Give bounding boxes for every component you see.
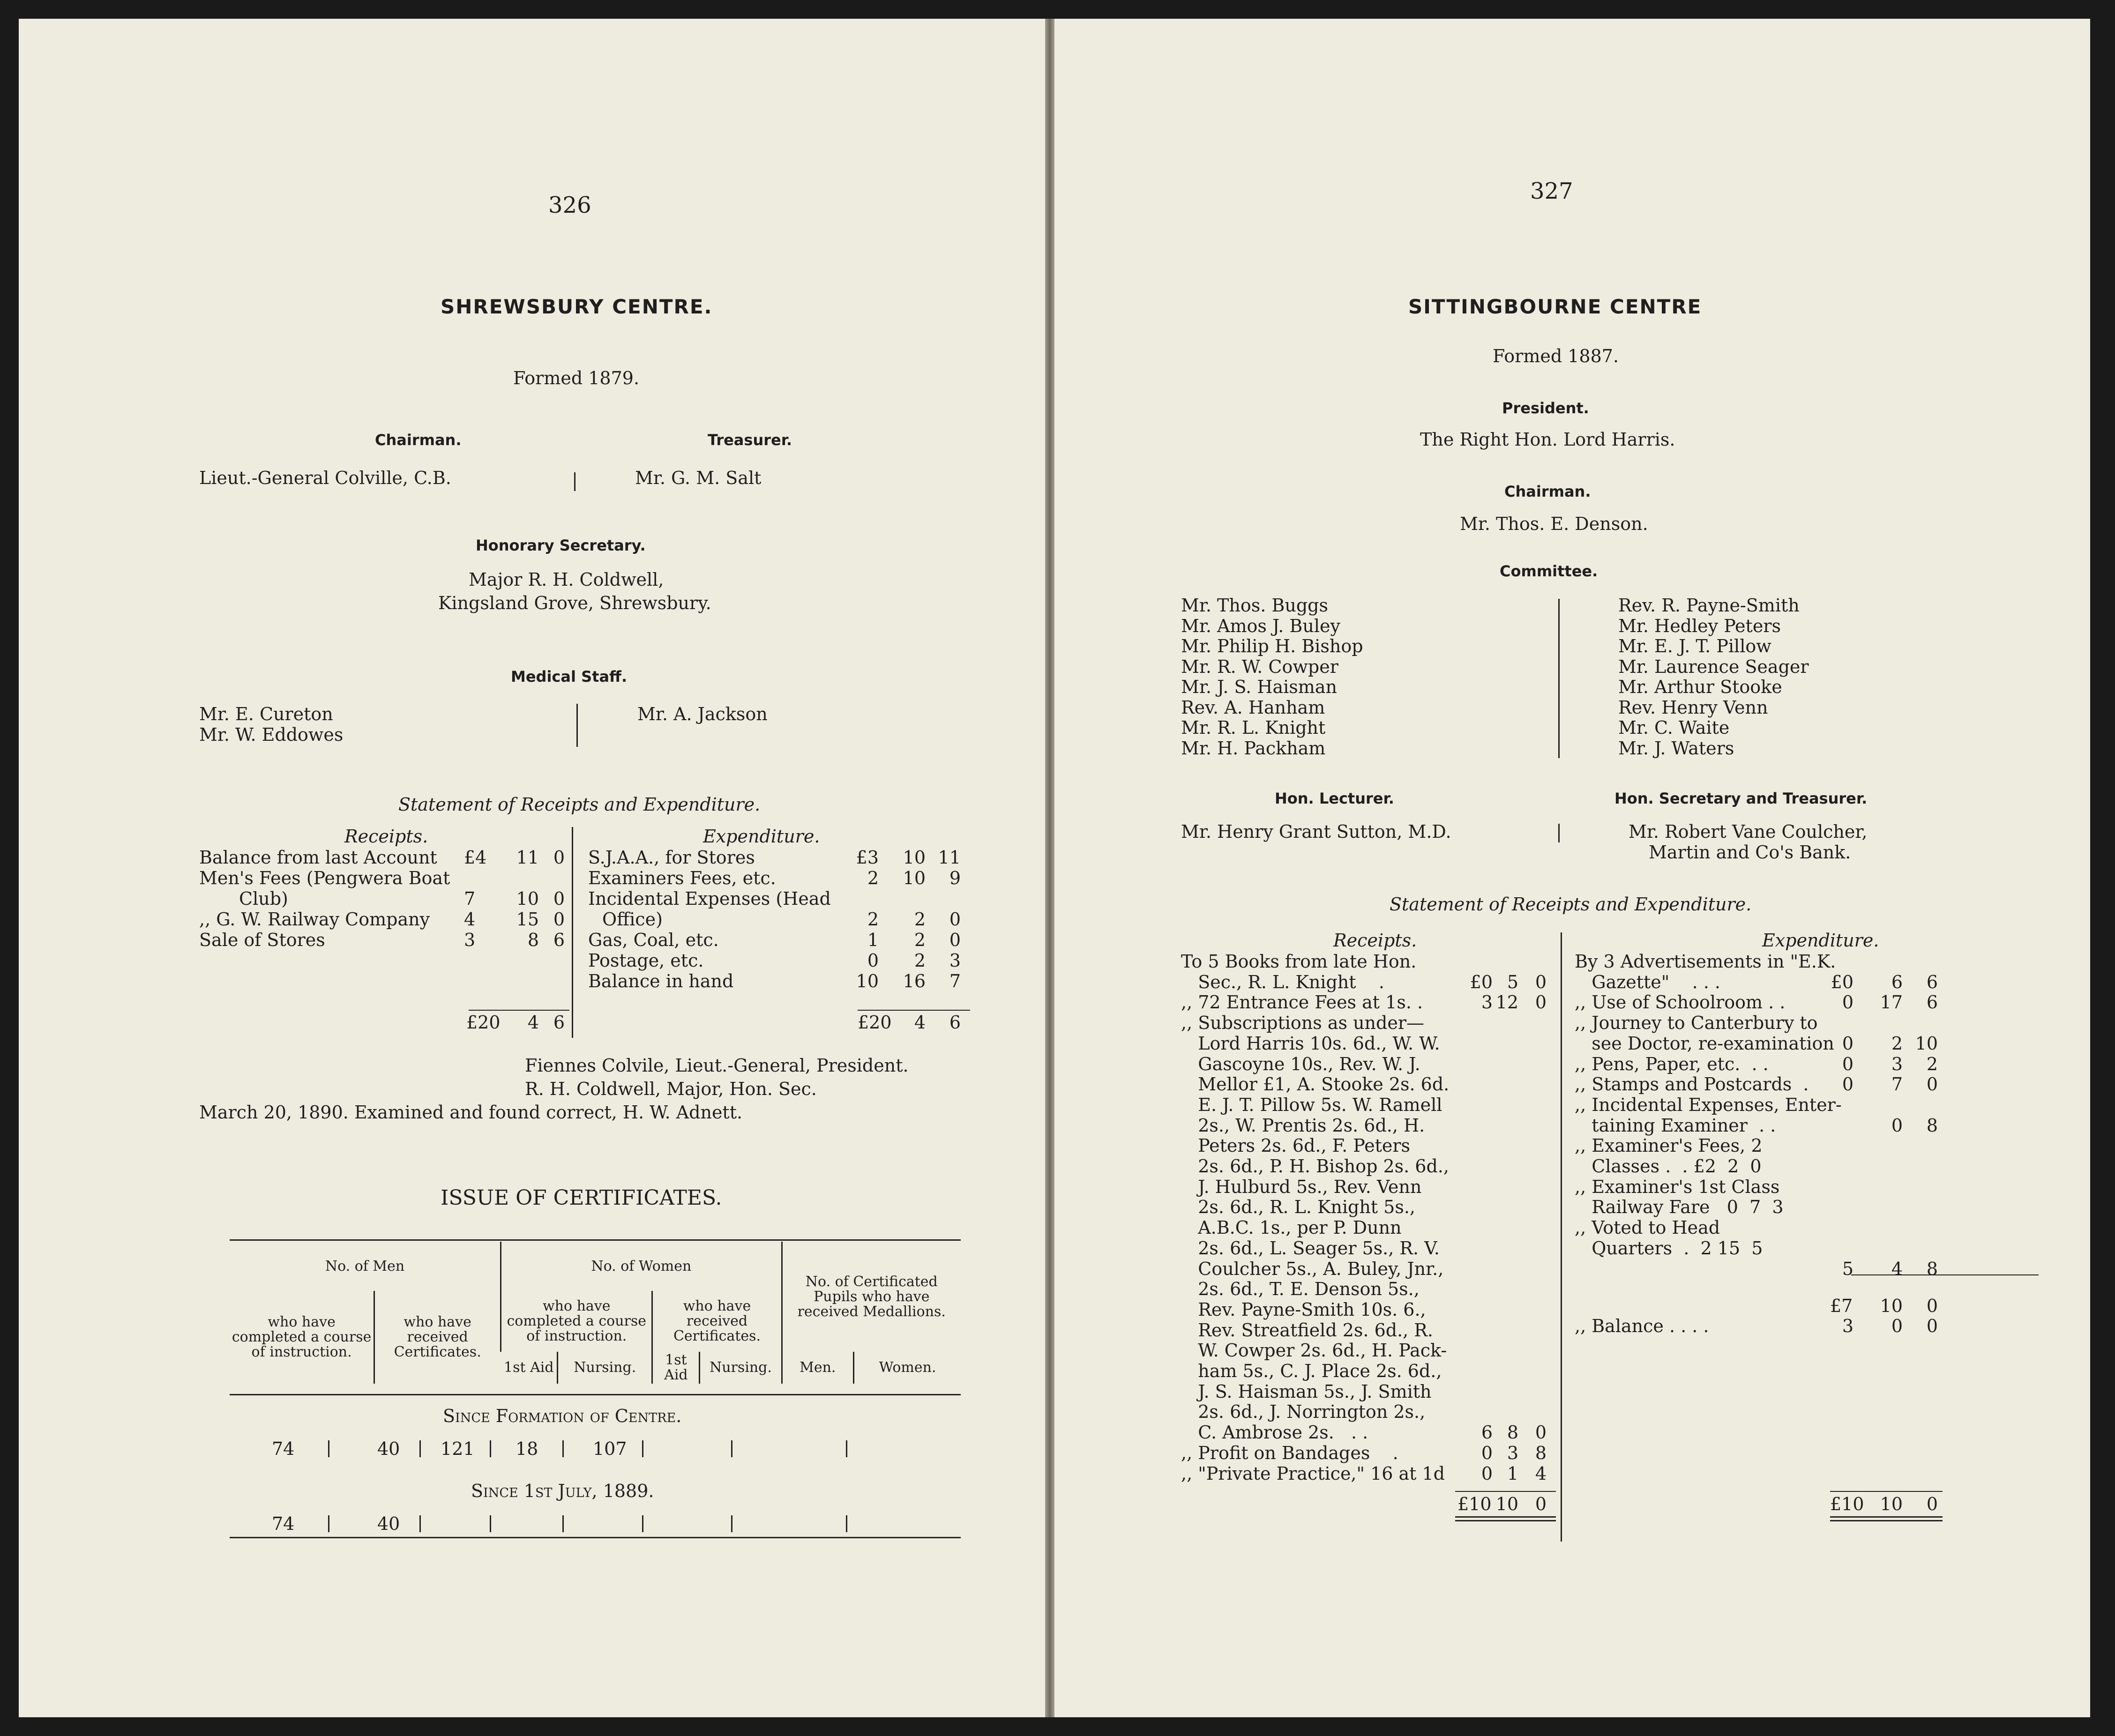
formed-date: Formed 1879. [513, 368, 640, 388]
receipt-label: ,, "Private Practice," 16 at 1d [1181, 1463, 1445, 1484]
expenditure-l: 0 [1842, 1053, 1853, 1074]
lecturer-name: Mr. Henry Grant Sutton, M.D. [1181, 821, 1451, 842]
receipt-d: 4 [1535, 1463, 1547, 1484]
balance-l: 3 [1842, 1316, 1853, 1336]
expenditure-s: 10 [903, 847, 926, 868]
receipt-l: 0 [1481, 1463, 1493, 1484]
expenditure-label: By 3 Advertisements in "E.K. [1575, 951, 1836, 972]
nursing-header: Nursing. [558, 1352, 652, 1384]
receipt-l: 6 [1481, 1422, 1493, 1443]
receipt-label: 2s., W. Prentis 2s. 6d., H. [1181, 1115, 1425, 1136]
expenditure-l: 1 [867, 930, 879, 950]
hon-sec-line2: Kingsland Grove, Shrewsbury. [438, 593, 711, 613]
president-name: The Right Hon. Lord Harris. [1420, 429, 1675, 450]
receipts-heading: Receipts. [344, 826, 428, 847]
medical-heading: Medical Staff. [511, 668, 628, 685]
expenditure-s: 6 [1891, 971, 1903, 992]
expenditure-label: Office) [602, 909, 663, 930]
committee-member: Mr. H. Packham [1181, 738, 1326, 759]
expenditure-label: Examiners Fees, etc. [588, 868, 776, 888]
receipt-d: 0 [553, 909, 565, 930]
secretary-line1: Mr. Robert Vane Coulcher, [1629, 821, 1868, 842]
first-aid-header: 1st Aid [504, 1359, 554, 1376]
committee-member: Mr. R. W. Cowper [1181, 656, 1338, 677]
cert-cell: 121 [441, 1438, 475, 1459]
cert-cell: 74 [272, 1513, 295, 1534]
left-page [19, 19, 1045, 1717]
receipt-l: 4 [464, 909, 476, 930]
receipt-label: W. Cowper 2s. 6d., H. Pack- [1181, 1340, 1447, 1361]
expenditure-label: ,, Journey to Canterbury to [1575, 1013, 1818, 1034]
receipt-label: 2s. 6d., P. H. Bishop 2s. 6d., [1181, 1156, 1449, 1177]
expenditure-label: S.J.A.A., for Stores [588, 847, 755, 868]
receipt-s: 3 [1507, 1442, 1518, 1463]
chairman-heading: Chairman. [375, 431, 462, 449]
chairman-name: Lieut.-General Colville, C.B. [199, 468, 451, 488]
expenditure-l: 5 [1842, 1258, 1853, 1279]
receipt-label: Men's Fees (Pengwera Boat [199, 868, 450, 888]
expenditure-total-d: 0 [1926, 1494, 1938, 1514]
signature-secretary: R. H. Coldwell, Major, Hon. Sec. [525, 1079, 817, 1099]
medical-staff-1: Mr. E. Cureton [199, 704, 333, 724]
receipt-s: 8 [527, 930, 539, 950]
medical-staff-2: Mr. W. Eddowes [199, 724, 344, 745]
receipt-label: J. Hulburd 5s., Rev. Venn [1181, 1176, 1422, 1197]
receipt-s: 8 [1507, 1422, 1518, 1443]
receipt-label: Balance from last Account [199, 847, 437, 868]
receipts-total-l: £10 [1457, 1494, 1492, 1514]
committee-member: Mr. Amos J. Buley [1181, 615, 1340, 636]
expenditure-d: 6 [1926, 992, 1938, 1013]
expenditure-d: 11 [938, 847, 961, 868]
expenditure-l: 0 [1842, 1074, 1853, 1095]
committee-member: Rev. A. Hanham [1181, 697, 1325, 718]
chairman-heading: Chairman. [1504, 483, 1591, 500]
since-formation-label: Since Formation of Centre. [443, 1406, 682, 1426]
expenditure-l: £0 [1831, 971, 1853, 992]
cert-cell: 18 [516, 1438, 538, 1459]
centre-title: SITTINGBOURNE CENTRE [1408, 295, 1702, 318]
expenditure-label: ,, Examiner's 1st Class [1575, 1176, 1780, 1197]
expenditure-label: Railway Fare 0 7 3 [1575, 1197, 1784, 1218]
expenditure-s: 4 [1891, 1258, 1903, 1279]
expenditure-label: taining Examiner . . [1575, 1115, 1776, 1136]
receipt-s: 10 [516, 888, 539, 909]
expenditure-heading: Expenditure. [1762, 930, 1879, 951]
expenditure-s: 3 [1891, 1053, 1903, 1074]
expenditure-total-d: 6 [949, 1012, 961, 1033]
committee-member: Mr. Laurence Seager [1618, 656, 1809, 677]
expenditure-d: 0 [949, 909, 961, 930]
receipt-label: ,, Profit on Bandages . [1181, 1442, 1398, 1463]
formed-date: Formed 1887. [1493, 346, 1619, 366]
expenditure-label: see Doctor, re-examination [1575, 1033, 1834, 1054]
subtotal-d: 0 [1926, 1296, 1938, 1316]
expenditure-total-s: 4 [914, 1012, 926, 1033]
women-received-header: who have received Certificates. [652, 1291, 782, 1352]
receipt-label: 2s. 6d., R. L. Knight 5s., [1181, 1197, 1415, 1218]
women-header: No. of Women [501, 1242, 782, 1291]
committee-member: Mr. Philip H. Bishop [1181, 636, 1363, 656]
balance-d: 0 [1926, 1316, 1938, 1336]
receipt-l: 0 [1481, 1442, 1493, 1463]
signature-president: Fiennes Colvile, Lieut.-General, President. [525, 1055, 909, 1076]
receipt-label: 2s. 6d., L. Seager 5s., R. V. [1181, 1237, 1440, 1259]
receipt-s: 1 [1507, 1463, 1518, 1484]
expenditure-label: Gazette" . . . [1575, 971, 1720, 992]
statement-title: Statement of Receipts and Expenditure. [1390, 894, 1752, 915]
statement-title: Statement of Receipts and Expenditure. [398, 794, 761, 815]
expenditure-l: £3 [856, 847, 879, 868]
receipt-label: Lord Harris 10s. 6d., W. W. [1181, 1033, 1440, 1054]
expenditure-d: 0 [1926, 1074, 1938, 1095]
medallions-header: No. of Certificated Pupils who have received Medallions. [782, 1242, 961, 1352]
receipt-label: Rev. Payne-Smith 10s. 6., [1181, 1299, 1426, 1320]
expenditure-l: 0 [1842, 992, 1853, 1013]
expenditure-total-s: 10 [1880, 1494, 1903, 1514]
committee-member: Mr. J. S. Haisman [1181, 677, 1337, 697]
receipt-label: A.B.C. 1s., per P. Dunn [1181, 1217, 1402, 1238]
receipt-l: 7 [464, 888, 476, 909]
receipt-label: Sec., R. L. Knight . [1181, 971, 1384, 992]
expenditure-s: 2 [914, 909, 926, 930]
men-received-header: who have received Certificates. [374, 1291, 501, 1384]
receipt-d: 0 [1535, 971, 1547, 992]
receipt-l: 3 [464, 930, 476, 950]
expenditure-label: Incidental Expenses (Head [588, 888, 831, 909]
balance-label: ,, Balance . . . . [1575, 1316, 1709, 1336]
committee-member: Mr. Arthur Stooke [1618, 677, 1782, 697]
receipt-s: 5 [1507, 971, 1518, 992]
cert-cell: 107 [593, 1438, 627, 1459]
receipts-total-l: £20 [466, 1012, 501, 1033]
expenditure-l: 0 [867, 950, 879, 971]
treasurer-name: Mr. G. M. Salt [635, 468, 762, 488]
receipt-l: £0 [1470, 971, 1493, 992]
medallions-women-header: Women. [854, 1352, 961, 1384]
committee-member: Mr. R. L. Knight [1181, 717, 1326, 738]
receipt-label: J. S. Haisman 5s., J. Smith [1181, 1381, 1432, 1402]
expenditure-s: 2 [914, 950, 926, 971]
receipt-s: 12 [1495, 992, 1518, 1013]
receipt-d: 0 [1535, 1422, 1547, 1443]
page-number: 327 [1530, 178, 1573, 204]
subtotal-l: £7 [1830, 1296, 1853, 1316]
expenditure-d: 10 [1915, 1033, 1938, 1054]
receipt-label: ,, Subscriptions as under— [1181, 1013, 1425, 1034]
right-page [1054, 19, 2090, 1717]
receipts-heading: Receipts. [1333, 930, 1417, 951]
medallions-men-header: Men. [782, 1352, 854, 1384]
receipt-label: ,, G. W. Railway Company [199, 909, 430, 930]
expenditure-label: Gas, Coal, etc. [588, 930, 719, 950]
cert-cell: 40 [377, 1438, 400, 1459]
president-heading: President. [1502, 399, 1589, 417]
certificates-table [230, 1242, 961, 1384]
receipt-s: 15 [516, 909, 539, 930]
committee-member: Mr. Thos. Buggs [1181, 595, 1328, 616]
committee-member: Mr. C. Waite [1618, 717, 1730, 738]
receipts-total-s: 10 [1495, 1494, 1518, 1514]
balance-s: 0 [1891, 1316, 1903, 1336]
receipt-l: £4 [464, 847, 487, 868]
medical-staff-3: Mr. A. Jackson [637, 704, 768, 724]
committee-member: Mr. E. J. T. Pillow [1618, 636, 1771, 656]
treasurer-heading: Treasurer. [708, 431, 792, 449]
receipt-label: Mellor £1, A. Stooke 2s. 6d. [1181, 1074, 1450, 1095]
committee-heading: Committee. [1500, 562, 1598, 580]
receipt-label: E. J. T. Pillow 5s. W. Ramell [1181, 1094, 1442, 1115]
expenditure-s: 17 [1880, 992, 1903, 1013]
receipt-label: 2s. 6d., T. E. Denson 5s., [1181, 1279, 1420, 1300]
receipt-label: Coulcher 5s., A. Buley, Jnr., [1181, 1258, 1444, 1279]
expenditure-label: ,, Voted to Head [1575, 1217, 1720, 1238]
receipt-label: Peters 2s. 6d., F. Peters [1181, 1135, 1411, 1156]
expenditure-d: 8 [1926, 1258, 1938, 1279]
expenditure-l: 0 [1842, 1033, 1853, 1054]
expenditure-d: 0 [949, 930, 961, 950]
expenditure-s: 7 [1891, 1074, 1903, 1095]
cert-cell: 74 [272, 1438, 295, 1459]
expenditure-s: 10 [903, 868, 926, 888]
receipt-d: 8 [1535, 1442, 1547, 1463]
receipt-d: 0 [553, 847, 565, 868]
receipt-label: 2s. 6d., J. Norrington 2s., [1181, 1401, 1426, 1423]
receipt-label: C. Ambrose 2s. . . [1181, 1422, 1368, 1443]
page-number: 326 [548, 192, 591, 218]
expenditure-label: ,, Use of Schoolroom . . [1575, 992, 1786, 1013]
nursing-header-2: Nursing. [700, 1352, 782, 1384]
expenditure-d: 6 [1926, 971, 1938, 992]
certificates-title: ISSUE OF CERTIFICATES. [441, 1186, 722, 1210]
hon-sec-heading: Honorary Secretary. [476, 536, 646, 554]
expenditure-d: 9 [949, 868, 961, 888]
committee-member: Rev. R. Payne-Smith [1618, 595, 1800, 616]
expenditure-total-l: £20 [858, 1012, 892, 1033]
first-aid-header-2: 1st Aid [652, 1352, 700, 1384]
committee-member: Mr. J. Waters [1618, 738, 1734, 759]
receipt-l: 3 [1481, 992, 1493, 1013]
expenditure-s: 0 [1891, 1115, 1903, 1136]
expenditure-total-l: £10 [1830, 1494, 1864, 1514]
expenditure-l: 10 [856, 971, 879, 991]
expenditure-label: ,, Pens, Paper, etc. . . [1575, 1053, 1769, 1074]
expenditure-d: 7 [949, 971, 961, 991]
hon-sec-line1: Major R. H. Coldwell, [469, 569, 664, 590]
expenditure-s: 16 [903, 971, 926, 991]
receipt-label: Club) [239, 888, 288, 909]
expenditure-label: ,, Examiner's Fees, 2 [1575, 1135, 1763, 1156]
men-header: No. of Men [325, 1258, 405, 1274]
committee-member: Mr. Hedley Peters [1618, 615, 1781, 636]
expenditure-s: 2 [1891, 1033, 1903, 1054]
men-completed-header: who have completed a course of instruction. [232, 1314, 372, 1360]
receipt-label: ,, 72 Entrance Fees at 1s. . [1181, 992, 1423, 1013]
expenditure-label: Balance in hand [588, 971, 734, 991]
cert-cell: 40 [377, 1513, 400, 1534]
secretary-heading: Hon. Secretary and Treasurer. [1614, 790, 1868, 807]
expenditure-label: Postage, etc. [588, 950, 704, 971]
committee-member: Rev. Henry Venn [1618, 697, 1768, 718]
receipt-d: 0 [553, 888, 565, 909]
women-completed-header: who have completed a course of instruction. [501, 1291, 652, 1352]
expenditure-l: 2 [867, 909, 879, 930]
receipt-d: 6 [553, 930, 565, 950]
expenditure-label: Classes . . £2 2 0 [1575, 1156, 1762, 1177]
secretary-line2: Martin and Co's Bank. [1649, 842, 1851, 863]
expenditure-label: ,, Stamps and Postcards . [1575, 1074, 1809, 1095]
receipt-d: 0 [1535, 992, 1547, 1013]
centre-title: SHREWSBURY CENTRE. [441, 295, 713, 318]
since-july-label: Since 1st July, 1889. [471, 1481, 654, 1501]
receipt-label: To 5 Books from late Hon. [1181, 951, 1417, 972]
receipt-s: 11 [516, 847, 539, 868]
expenditure-label: Quarters . 2 15 5 [1575, 1237, 1763, 1259]
receipts-total-d: 0 [1535, 1494, 1547, 1514]
expenditure-label: ,, Incidental Expenses, Enter- [1575, 1094, 1842, 1115]
receipt-label: ham 5s., C. J. Place 2s. 6d., [1181, 1361, 1442, 1381]
expenditure-heading: Expenditure. [703, 826, 820, 847]
receipt-label: Gascoyne 10s., Rev. W. J. [1181, 1053, 1420, 1074]
examined-line: March 20, 1890. Examined and found correct, H. W. Adnett. [199, 1102, 743, 1123]
receipt-label: Sale of Stores [199, 930, 325, 950]
receipts-total-s: 4 [527, 1012, 539, 1033]
receipts-total-d: 6 [553, 1012, 565, 1033]
chairman-name: Mr. Thos. E. Denson. [1460, 514, 1648, 534]
expenditure-d: 2 [1926, 1053, 1938, 1074]
expenditure-l: 2 [867, 868, 879, 888]
lecturer-heading: Hon. Lecturer. [1275, 790, 1394, 807]
expenditure-d: 3 [949, 950, 961, 971]
receipt-label: Rev. Streatfield 2s. 6d., R. [1181, 1319, 1433, 1341]
subtotal-s: 10 [1880, 1296, 1903, 1316]
expenditure-s: 2 [914, 930, 926, 950]
expenditure-d: 8 [1926, 1115, 1938, 1136]
